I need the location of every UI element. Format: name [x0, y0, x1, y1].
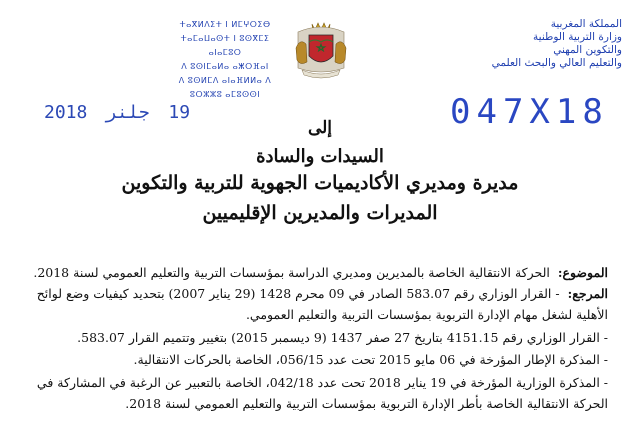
subject-line — [16, 262, 608, 283]
subject-text: الحركة الانتقالية الخاصة بالمديرين ومديري الدراسة بمؤسسات التربية والتعليم العمومي لسنة 2018. — [33, 265, 550, 280]
addressee-provincial: المديرات والمديرين الإقليميين — [202, 202, 438, 224]
reference-continuation: الأهلية لشغل مهام الإدارة التربوية بمؤسسات التربية والتعليم العمومي. — [245, 307, 608, 322]
coat-of-arms-icon — [292, 18, 350, 80]
reference-item: - القرار الوزاري رقم 583.07 الصادر في 09 محرم 1428 (29 يناير 2007) بتحديد كيفيات وضع لوائح — [36, 286, 560, 301]
header-line: المملكة المغربية — [550, 18, 622, 30]
reference-label: المرجع: — [567, 286, 608, 301]
header-line: والتعليم العالي والبحث العلمي — [491, 57, 622, 69]
addressee-title: السيدات والسادة — [256, 146, 384, 167]
date-month: جلنر — [106, 102, 150, 123]
reference-item: - المذكرة الإطار المؤرخة في 06 مايو 2015 تحت عدد 056/15، الخاصة بالحركات الانتقالية. — [133, 352, 608, 367]
date-year: 2018 — [44, 102, 88, 123]
reference-line — [16, 283, 608, 304]
reference-item: - القرار الوزاري رقم 4151.15 بتاريخ 27 صفر 1437 (9 دیسمبر 2015) بتغيير وتتميم القرار 583.07. — [77, 330, 608, 345]
reference-continuation: الحركة الانتقالية الخاصة بأطر الإدارة التربوية بمؤسسات التربية والتعليم العمومي لسنة 2018. — [125, 396, 608, 411]
date-day: 19 — [168, 102, 191, 123]
header-line: وزارة التربية الوطنية — [533, 31, 622, 43]
ministry-header-tifinagh — [170, 18, 280, 102]
ministry-header-arabic — [472, 18, 622, 70]
header-line: ⵜⴰⵎⴰⵡⴰⵙⵜ ⵏ ⵓⵙⴳⵎⵉ ⴰⵏⴰⵎⵓⵔ — [180, 34, 270, 57]
header-line: ⵜⴰⴳⵍⴷⵉⵜ ⵏ ⵍⵎⵖⵔⵉⴱ — [179, 20, 271, 29]
subject-label: الموضوع: — [557, 265, 608, 280]
header-line: ⴷ ⵓⵙⵏⵎⴰⵍⴰ ⴰⵥⵔⴼⴰⵏ — [181, 62, 269, 71]
addressee-to: إلى — [307, 118, 333, 138]
addressee-academies: مديرة ومديري الأكاديميات الجهوية للتربية والتكوين — [121, 172, 519, 194]
header-line: والتكوين المهني — [553, 44, 622, 56]
reference-number: 047X18 — [450, 92, 609, 132]
reference-item: - المذكرة الوزارية المؤرخة في 19 يناير 2018 تحت عدد 042/18، الخاصة بالتعبير عن الرغبة في المشاركة في — [36, 375, 608, 390]
header-line: ⴷ ⵓⵙⵍⵎⴷ ⴰⵏⴰⴼⵍⵍⴰ ⴷ ⵓⵔⵣⵣⵓ ⴰⵎⵓⵙⵙⵏ — [178, 76, 272, 99]
